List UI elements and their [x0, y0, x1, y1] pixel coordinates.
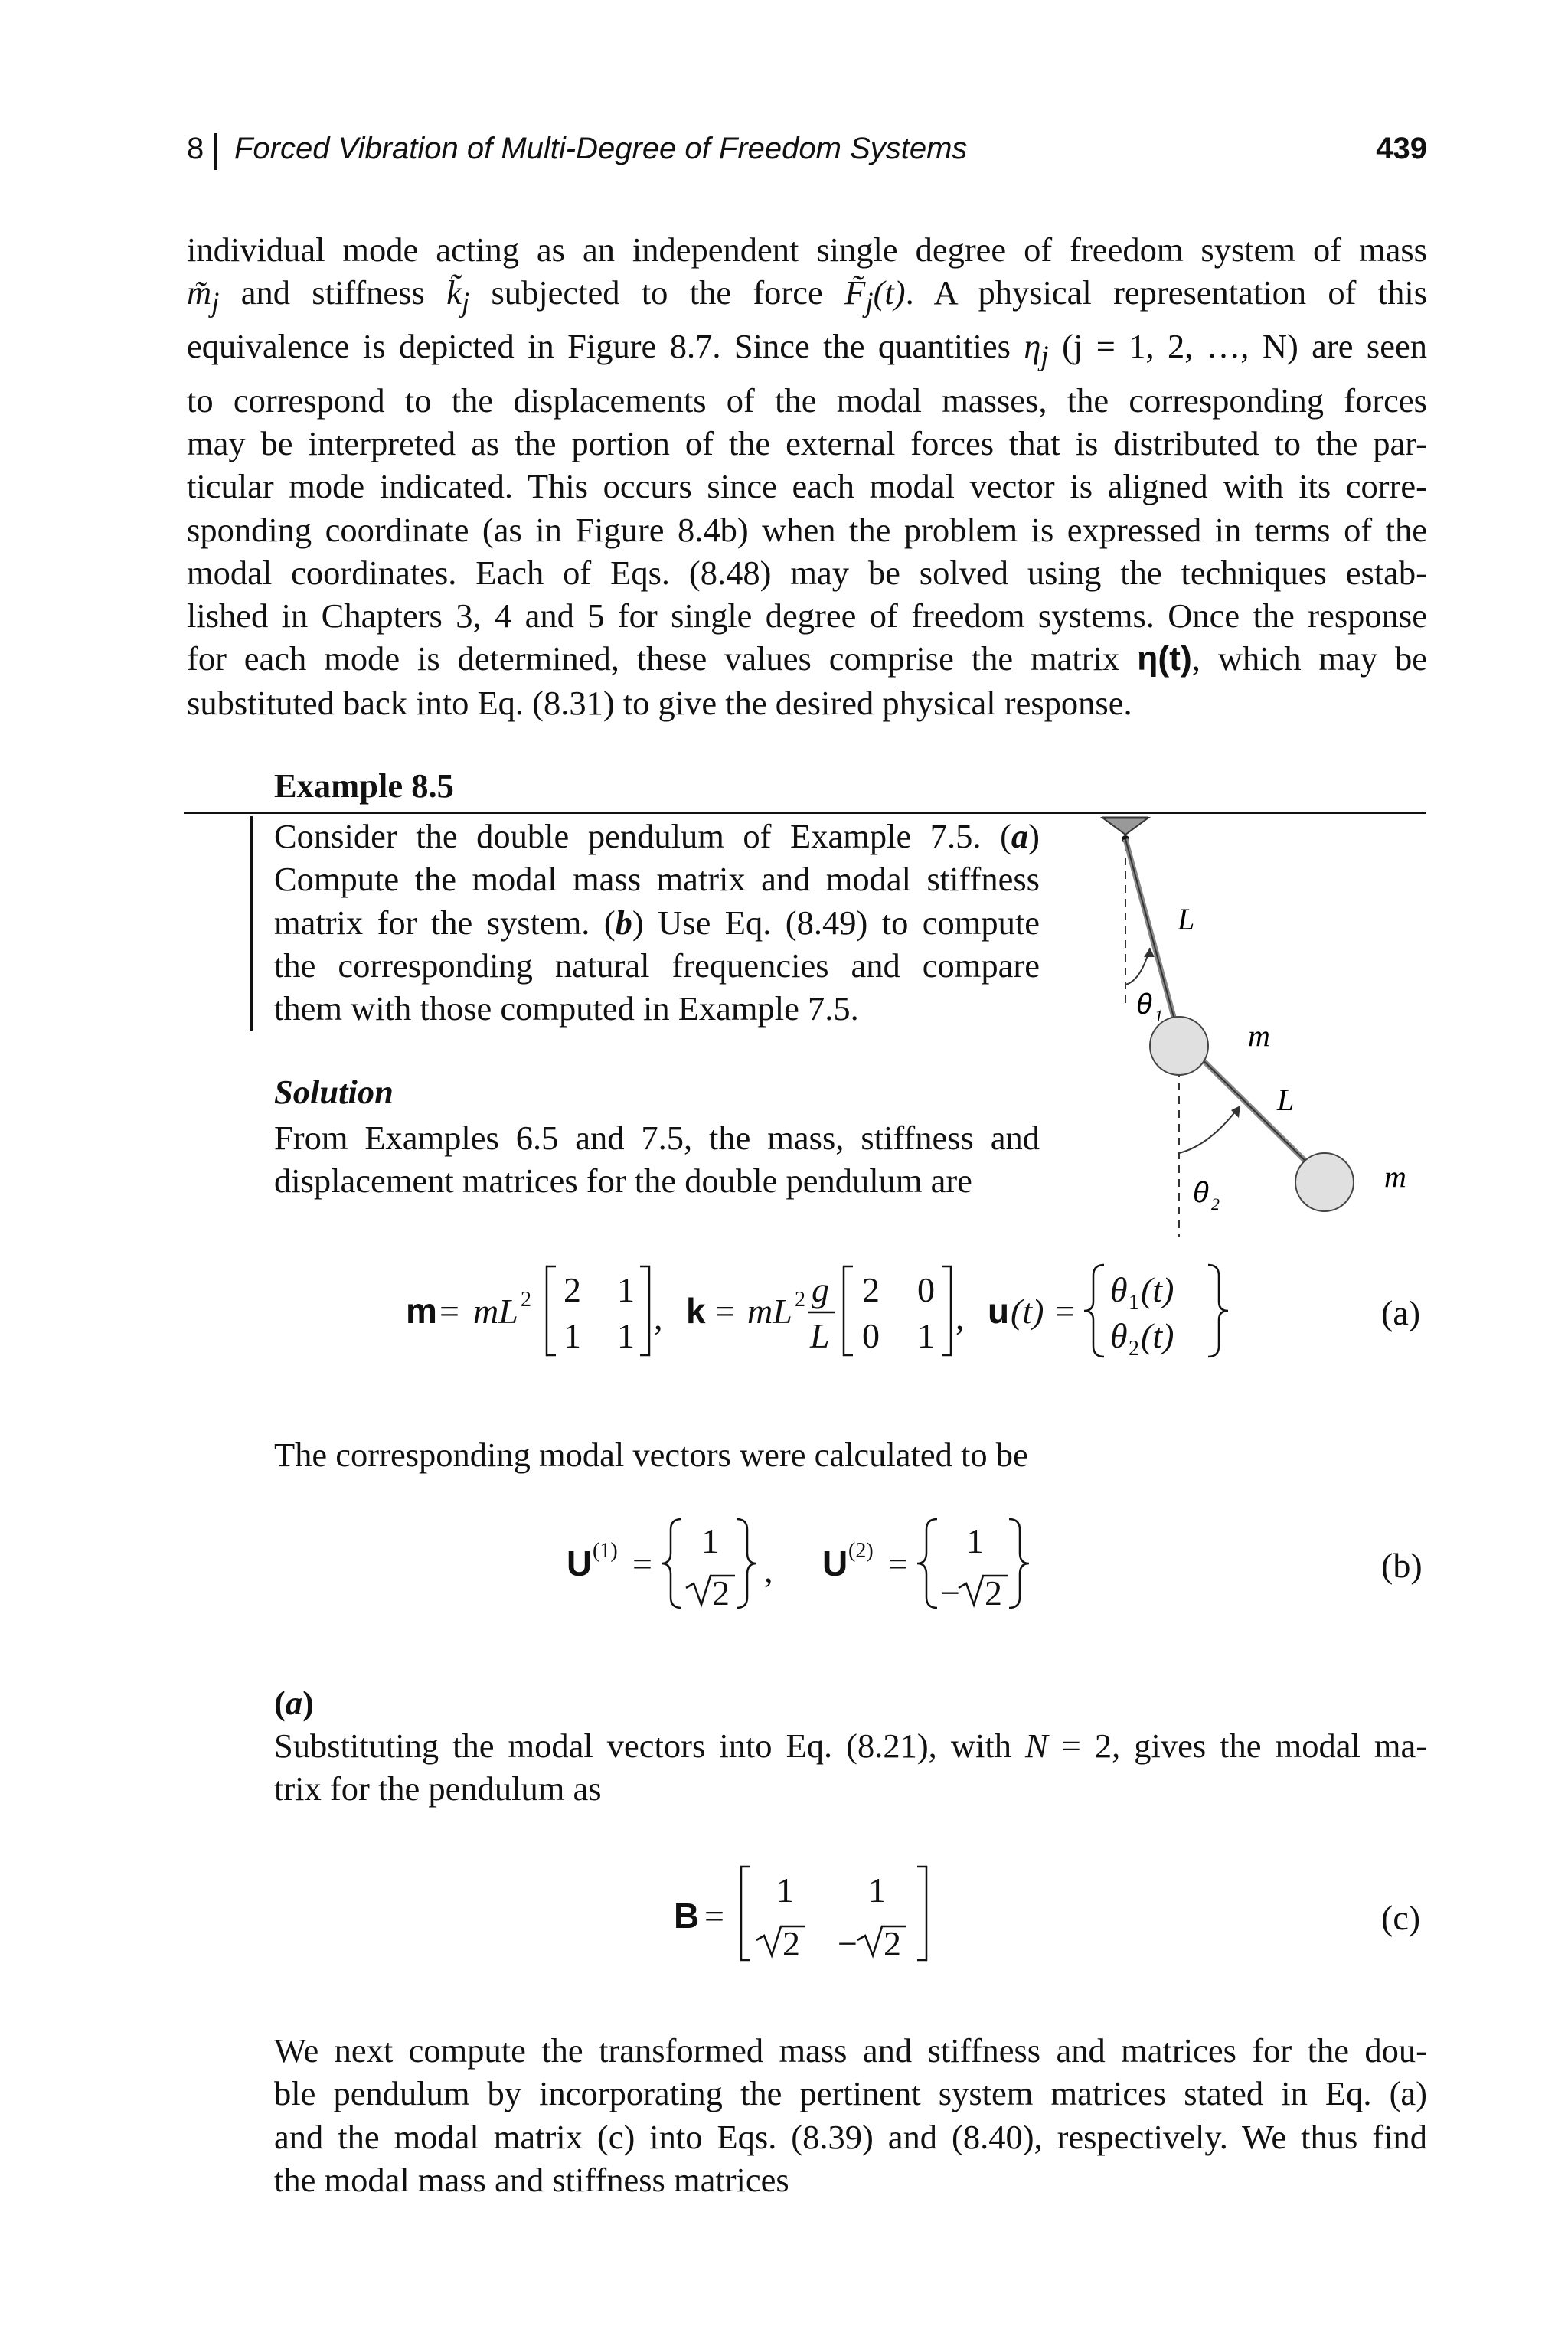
modal-vectors-text: The corresponding modal vectors were calculated to be — [274, 1436, 1028, 1474]
time-arg: (t) — [1011, 1292, 1044, 1331]
text-fragment: Consider the double pendulum of Example 7.5. ( — [274, 817, 1011, 855]
part-letter: a — [1011, 817, 1029, 855]
closing-paragraph — [274, 2029, 1427, 2201]
example-title: Example 8.5 — [274, 766, 454, 805]
text-line: displacement matrices for the double pendulum are — [274, 1161, 972, 1201]
pivot-support-icon — [1102, 818, 1148, 835]
text-line: modal coordinates. Each of Eqs. (8.48) may be solved using the techniques estab- — [187, 553, 1427, 592]
u-vector-symbol: u — [988, 1291, 1010, 1331]
text-fragment: . A physical representation of this — [905, 273, 1428, 312]
subscript-j: j — [865, 287, 874, 319]
mL-term: mL — [747, 1292, 792, 1331]
time-arg: (t) — [1141, 1270, 1174, 1309]
text-fragment: = 2, gives the modal ma- — [1061, 1727, 1428, 1765]
equation-a — [406, 1240, 1432, 1378]
comma: , — [956, 1298, 965, 1337]
equation-b — [567, 1502, 1432, 1625]
g-numerator: g — [812, 1270, 829, 1309]
U1-symbol: U — [567, 1544, 593, 1583]
symbol-k-j: k̃ — [446, 273, 462, 312]
text-fragment: subjected to the force — [491, 273, 823, 312]
text-line — [187, 325, 1427, 378]
text-line: trix for the pendulum as — [274, 1769, 602, 1808]
vector-entry: 1 — [966, 1521, 984, 1560]
intro-paragraph — [187, 228, 1427, 724]
brace-left — [1084, 1265, 1104, 1357]
example-rule — [184, 812, 1426, 814]
text-line: ble pendulum by incorporating the pertinent system matrices stated in Eq. (a) — [274, 2074, 1427, 2113]
running-header — [187, 132, 1427, 178]
bracket-left — [844, 1266, 853, 1355]
text-line: Compute the modal mass matrix and modal stiffness — [274, 860, 1040, 899]
text-fragment: , which may be — [1191, 639, 1428, 678]
m-matrix-cell: 1 — [617, 1270, 635, 1309]
equation-label-c: (c) — [1381, 1898, 1421, 1937]
text-line: the corresponding natural frequencies and compare — [274, 946, 1040, 985]
m-matrix-cell: 1 — [617, 1316, 635, 1355]
text-fragment: Substituting the modal vectors into Eq. (8.21), with — [274, 1727, 1011, 1765]
text-line: and the modal matrix (c) into Eqs. (8.39) and (8.40), respectively. We thus find — [274, 2117, 1427, 2156]
text-line: We next compute the transformed mass and stiffness and matrices for the dou- — [274, 2031, 1427, 2070]
subscript-1: 1 — [1129, 1291, 1139, 1315]
text-line: them with those computed in Example 7.5. — [274, 989, 859, 1028]
equals-sign: = — [888, 1544, 908, 1583]
comma: , — [654, 1298, 663, 1337]
equals-sign: = — [632, 1544, 652, 1583]
text-fragment: matrix for the system. ( — [274, 903, 616, 942]
part-a-text — [274, 1724, 1427, 1811]
chapter-number: 8 — [187, 132, 204, 165]
text-line: may be interpreted as the portion of the external forces that is distributed to the par- — [187, 423, 1427, 462]
k-matrix-cell: 0 — [917, 1270, 935, 1309]
equals-sign: = — [439, 1292, 459, 1331]
equation-c — [674, 1851, 1432, 1974]
text-line: the modal mass and stiffness matrices — [274, 2160, 789, 2199]
vector-entry: 1 — [701, 1521, 719, 1560]
text-line: substituted back into Eq. (8.31) to give the desired physical response. — [187, 683, 1132, 722]
solution-title: Solution — [274, 1073, 394, 1111]
solution-text — [274, 1116, 1040, 1203]
m-matrix-cell: 2 — [564, 1270, 581, 1309]
superscript-2: 2 — [521, 1288, 531, 1312]
label-theta1: θ — [1136, 988, 1152, 1021]
bracket-left — [741, 1867, 750, 1960]
text-fragment: ) — [1028, 817, 1040, 855]
bracket-right — [640, 1266, 649, 1355]
brace-right — [1009, 1519, 1029, 1608]
brace-left — [917, 1519, 937, 1608]
chapter-title: Forced Vibration of Multi-Degree of Freedom Systems — [234, 132, 968, 165]
symbol-m-j: m̃ — [187, 273, 212, 312]
symbol-eta-matrix: η(t) — [1137, 640, 1192, 678]
vector-entry: 2 — [985, 1573, 1002, 1612]
theta1: θ — [1110, 1270, 1128, 1309]
matrix-entry: 1 — [776, 1870, 794, 1910]
mass-2 — [1295, 1153, 1354, 1211]
minus-sign: − — [838, 1924, 858, 1963]
angle-arc-1 — [1125, 948, 1150, 985]
text-fragment: for each mode is determined, these values comprise the matrix — [187, 639, 1120, 678]
text-line: ticular mode indicated. This occurs since each modal vector is aligned with its corre- — [187, 467, 1427, 506]
header-divider — [214, 133, 217, 170]
text-line: individual mode acting as an independent single degree of freedom system of mass — [187, 230, 1427, 269]
part-letter: b — [615, 903, 632, 942]
brace-left — [662, 1519, 681, 1608]
text-line — [274, 815, 1040, 858]
bracket-right — [917, 1867, 926, 1960]
superscript-2: 2 — [795, 1288, 805, 1312]
text-line — [274, 901, 1040, 944]
label-m2: m — [1384, 1159, 1406, 1194]
subscript-j: j — [461, 287, 470, 319]
comma: , — [764, 1550, 773, 1589]
page-number: 439 — [1376, 132, 1427, 165]
equals-sign: = — [704, 1897, 724, 1936]
text-fragment: equivalence is depicted in Figure 8.7. Since the quantities — [187, 327, 1011, 366]
label-L1: L — [1178, 902, 1195, 936]
text-line: From Examples 6.5 and 7.5, the mass, stiffness and — [274, 1119, 1040, 1157]
B-matrix-symbol: B — [674, 1896, 700, 1936]
double-pendulum-figure — [1087, 816, 1424, 1245]
k-matrix-cell: 1 — [917, 1316, 935, 1355]
k-matrix-cell: 2 — [862, 1270, 880, 1309]
U2-symbol: U — [822, 1544, 848, 1583]
symbol-t: (t) — [873, 273, 906, 312]
symbol-F-j: F̃ — [844, 273, 866, 312]
subscript-j: j — [1040, 341, 1049, 373]
time-arg: (t) — [1141, 1316, 1174, 1355]
text-line: lished in Chapters 3, 4 and 5 for single degree of freedom systems. Once the response — [187, 596, 1427, 635]
label-L2: L — [1277, 1083, 1295, 1117]
equation-label-a: (a) — [1381, 1293, 1421, 1332]
equals-sign: = — [715, 1292, 735, 1331]
text-fragment: (j = 1, 2, …, N) are seen — [1062, 327, 1427, 366]
text-line: sponding coordinate (as in Figure 8.4b) when the problem is expressed in terms of the — [187, 510, 1427, 549]
bracket-left — [547, 1266, 556, 1355]
text-line — [187, 271, 1427, 325]
k-matrix-symbol: k — [686, 1291, 706, 1331]
m-matrix-cell: 1 — [564, 1316, 581, 1355]
superscript-2: (2) — [848, 1539, 874, 1563]
m-matrix-symbol: m — [406, 1291, 437, 1331]
theta2: θ — [1110, 1316, 1128, 1355]
vector-entry: 2 — [712, 1573, 730, 1612]
matrix-entry: 2 — [884, 1924, 901, 1963]
symbol-eta: η — [1024, 327, 1041, 366]
superscript-1: (1) — [593, 1539, 618, 1563]
symbol-N: N — [1024, 1727, 1048, 1765]
k-matrix-cell: 0 — [862, 1316, 880, 1355]
text-fragment: and stiffness — [240, 273, 425, 312]
angle-arc-2 — [1179, 1107, 1239, 1153]
subscript-2: 2 — [1129, 1337, 1139, 1361]
bracket-right — [942, 1266, 951, 1355]
example-statement — [274, 815, 1040, 1030]
subscript-j: j — [211, 287, 220, 319]
equation-label-b: (b) — [1381, 1546, 1423, 1585]
mL-term: mL — [473, 1292, 518, 1331]
brace-right — [1208, 1265, 1228, 1357]
text-line — [187, 637, 1427, 681]
matrix-entry: 2 — [782, 1924, 800, 1963]
text-line — [274, 1724, 1427, 1767]
label-theta1-sub: 1 — [1155, 1006, 1163, 1025]
label-theta2: θ — [1193, 1177, 1209, 1209]
minus-sign: − — [940, 1573, 960, 1612]
brace-right — [737, 1519, 756, 1608]
label-m1: m — [1248, 1018, 1270, 1053]
mass-1 — [1150, 1017, 1208, 1075]
label-theta2-sub: 2 — [1211, 1194, 1220, 1214]
text-line: to correspond to the displacements of the modal masses, the corresponding forces — [187, 381, 1427, 420]
rod-1-core — [1125, 839, 1179, 1037]
text-fragment: ) Use Eq. (8.49) to compute — [632, 903, 1040, 942]
part-letter: a — [285, 1684, 303, 1722]
part-a-heading: (a) — [274, 1684, 314, 1722]
matrix-entry: 1 — [868, 1870, 886, 1910]
equals-sign: = — [1055, 1292, 1075, 1331]
example-sidebar — [250, 816, 253, 1031]
L-denominator: L — [810, 1316, 830, 1355]
